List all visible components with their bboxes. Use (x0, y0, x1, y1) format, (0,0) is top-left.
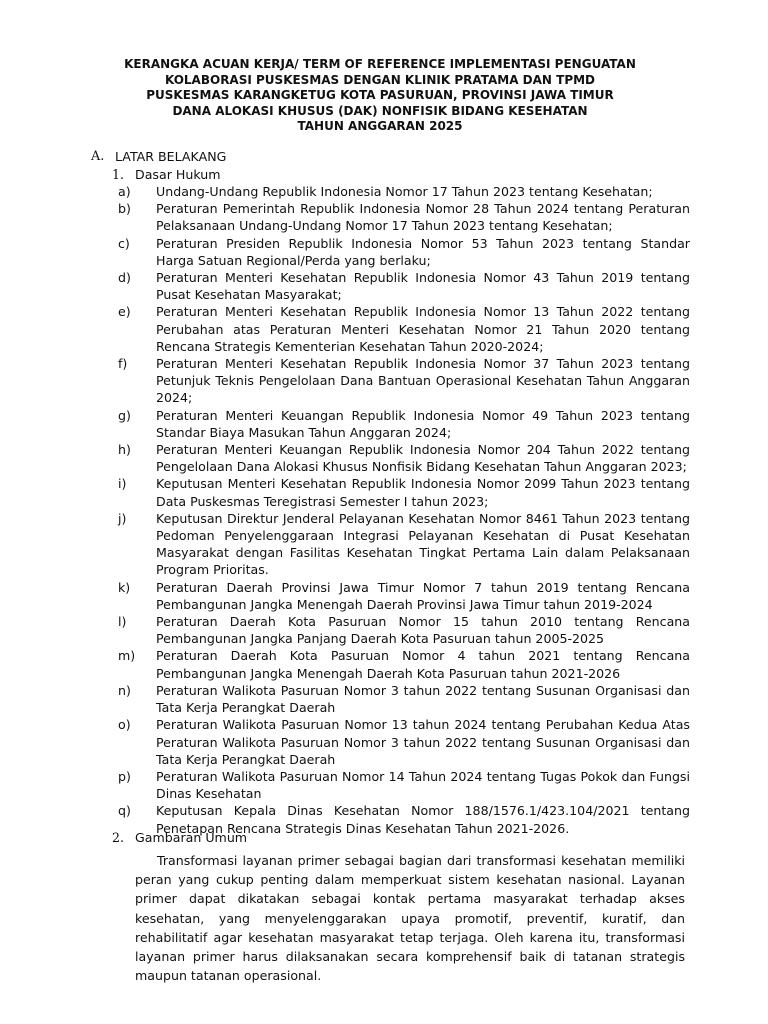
legal-basis-item (118, 716, 690, 768)
legal-basis-item (118, 200, 690, 234)
subsection-2-heading: Gambaran Umum (135, 830, 248, 845)
legal-basis-item (118, 613, 690, 647)
legal-basis-item (118, 510, 690, 579)
legal-basis-marker: o) (118, 717, 131, 733)
legal-basis-marker: k) (118, 579, 131, 595)
legal-basis-text: Peraturan Walikota Pasuruan Nomor 14 Tahun 2024 tentang Tugas Pokok dan Fungsi Dinas Kesehatan (156, 768, 690, 802)
legal-basis-marker: h) (118, 442, 131, 458)
subsection-1-heading: Dasar Hukum (135, 167, 221, 182)
legal-basis-text: Peraturan Menteri Keuangan Republik Indonesia Nomor 49 Tahun 2023 tentang Standar Biaya Masukan Tahun Anggaran 2024; (156, 407, 690, 440)
title-line: PUSKESMAS KARANGKETUG KOTA PASURUAN, PROVINSI JAWA TIMUR (146, 88, 614, 102)
legal-basis-text: Undang-Undang Republik Indonesia Nomor 17 Tahun 2023 tentang Kesehatan; (156, 184, 653, 199)
title-line: TAHUN ANGGARAN 2025 (297, 119, 463, 133)
legal-basis-marker: n) (118, 682, 131, 698)
legal-basis-item (118, 579, 690, 613)
legal-basis-text: Peraturan Walikota Pasuruan Nomor 13 tahun 2024 tentang Perubahan Kedua Atas Peraturan Walikota Pasuruan Nomor 3 tahun 2022 tentang Susunan Organisasi dan Tata Kerja Perangkat Daerah (156, 717, 690, 767)
subsection-2-marker: 2. (112, 830, 125, 845)
legal-basis-text: Peraturan Menteri Kesehatan Republik Indonesia Nomor 37 Tahun 2023 tentang Petunjuk Teknis Pengelolaan Dana Bantuan Operasional Kesehatan Tahun Anggaran 2024; (156, 356, 690, 406)
legal-basis-item (118, 269, 690, 303)
legal-basis-item (118, 475, 690, 509)
document-title (70, 57, 690, 135)
section-a-heading: LATAR BELAKANG (115, 149, 227, 164)
legal-basis-item (118, 768, 690, 802)
legal-basis-text: Peraturan Walikota Pasuruan Nomor 3 tahun 2022 tentang Susunan Organisasi dan Tata Kerja Perangkat Daerah (156, 682, 690, 716)
legal-basis-item (118, 355, 690, 407)
legal-basis-text: Keputusan Direktur Jenderal Pelayanan Kesehatan Nomor 8461 Tahun 2023 tentang Pedoman Penyelenggaraan Integrasi Pelayanan Kesehatan di Pusat Kesehatan Masyarakat dengan Fasilitas Kesehatan Tingkat Pertama Lain dalam Pelaksanaan Program Prioritas. (156, 510, 690, 578)
title-line: DANA ALOKASI KHUSUS (DAK) NONFISIK BIDANG KESEHATAN (172, 103, 588, 118)
legal-basis-text: Peraturan Presiden Republik Indonesia Nomor 53 Tahun 2023 tentang Standar Harga Satuan Regional/Perda yang berlaku; (156, 235, 690, 268)
legal-basis-marker: l) (118, 614, 127, 630)
legal-basis-text: Peraturan Pemerintah Republik Indonesia Nomor 28 Tahun 2024 tentang Peraturan Pelaksanaan Undang-Undang Nomor 17 Tahun 2023 tentang Kesehatan; (156, 201, 690, 234)
legal-basis-item (118, 183, 690, 200)
legal-basis-text: Peraturan Daerah Kota Pasuruan Nomor 15 tahun 2010 tentang Rencana Pembangunan Jangka Panjang Daerah Kota Pasuruan tahun 2005-2025 (156, 614, 690, 647)
overview-paragraph: Transformasi layanan primer sebagai bagian dari transformasi kesehatan memiliki peran yang cukup penting dalam memperkuat sistem kesehatan nasional. Layanan primer dapat dikatakan sebagai kontak pertama masyarakat terhadap akses kesehatan, yang menyelenggarakan upaya promotif, preventif, kuratif, dan rehabilitatif agar kesehatan masyarakat tetap terjaga. Oleh karena itu, transformasi layanan primer harus dilaksanakan secara komprehensif baik di tatanan strategis maupun tatanan operasional. (135, 853, 685, 984)
legal-basis-marker: p) (118, 768, 131, 784)
legal-basis-list (118, 183, 690, 837)
legal-basis-text: Keputusan Kepala Dinas Kesehatan Nomor 188/1576.1/423.104/2021 tentang Penetapan Rencana Strategis Dinas Kesehatan Tahun 2021-2026. (156, 803, 690, 836)
legal-basis-item (118, 647, 690, 681)
legal-basis-text: Keputusan Menteri Kesehatan Republik Indonesia Nomor 2099 Tahun 2023 tentang Data Puskesmas Teregistrasi Semester I tahun 2023; (156, 476, 690, 509)
legal-basis-text: Peraturan Menteri Kesehatan Republik Indonesia Nomor 43 Tahun 2019 tentang Pusat Kesehatan Masyarakat; (156, 270, 690, 303)
legal-basis-item (118, 682, 690, 716)
section-a-marker: A. (91, 149, 105, 164)
legal-basis-text: Peraturan Daerah Kota Pasuruan Nomor 4 tahun 2021 tentang Rencana Pembangunan Jangka Menengah Daerah Kota Pasuruan tahun 2021-2026 (156, 648, 690, 681)
legal-basis-item (118, 303, 690, 355)
legal-basis-text: Peraturan Menteri Kesehatan Republik Indonesia Nomor 13 Tahun 2022 tentang Perubahan atas Peraturan Menteri Kesehatan Nomor 21 Tahun 2020 tentang Rencana Strategis Kementerian Kesehatan Tahun 2020-2024; (156, 304, 690, 354)
title-line: KOLABORASI PUSKESMAS DENGAN KLINIK PRATAMA DAN TPMD (164, 72, 596, 87)
legal-basis-marker: a) (118, 184, 131, 199)
legal-basis-marker: m) (118, 648, 136, 664)
subsection-1-marker: 1. (112, 167, 125, 182)
legal-basis-marker: f) (118, 356, 128, 372)
legal-basis-item (118, 407, 690, 441)
legal-basis-item (118, 441, 690, 475)
legal-basis-item (118, 235, 690, 269)
legal-basis-marker: j) (118, 510, 127, 526)
legal-basis-marker: q) (118, 803, 131, 819)
legal-basis-marker: i) (118, 476, 127, 492)
legal-basis-marker: d) (118, 270, 131, 286)
legal-basis-text: Peraturan Daerah Provinsi Jawa Timur Nomor 7 tahun 2019 tentang Rencana Pembangunan Jangka Menengah Daerah Provinsi Jawa Timur tahun 2019-2024 (156, 579, 690, 612)
legal-basis-marker: g) (118, 407, 131, 423)
title-line: KERANGKA ACUAN KERJA/ TERM OF REFERENCE IMPLEMENTASI PENGUATAN (124, 57, 636, 71)
legal-basis-marker: c) (118, 235, 130, 251)
legal-basis-marker: b) (118, 201, 131, 217)
legal-basis-marker: e) (118, 304, 131, 320)
legal-basis-text: Peraturan Menteri Keuangan Republik Indonesia Nomor 204 Tahun 2022 tentang Pengelolaan Dana Alokasi Khusus Nonfisik Bidang Kesehatan Tahun Anggaran 2023; (156, 442, 690, 475)
